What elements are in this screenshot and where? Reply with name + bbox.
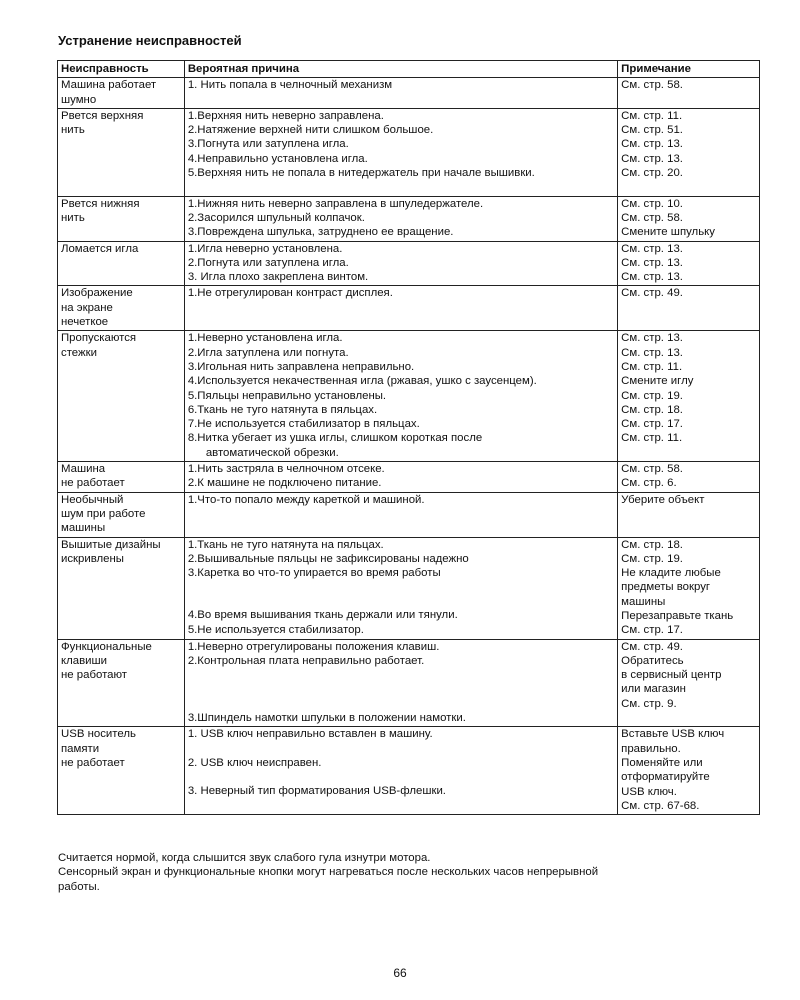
problem-line: Функциональные <box>61 640 152 653</box>
note-cell <box>618 727 760 815</box>
note-cell <box>618 241 760 286</box>
cause-text: USB ключ неисправен. <box>200 756 322 769</box>
note-line: См. стр. 9. <box>621 697 677 710</box>
cause-line: 6.Ткань не туго натянута в пяльцах. <box>187 403 378 416</box>
problem-cell <box>58 241 185 286</box>
note-cell <box>618 78 760 109</box>
note-line: См. стр. 51. <box>621 124 683 137</box>
table-row <box>58 462 760 493</box>
note-line: См. стр. 13. <box>621 332 683 345</box>
problem-line: не работает <box>61 477 125 490</box>
table-row <box>58 639 760 727</box>
cause-line: 7.Не используется стабилизатор в пяльцах. <box>187 418 420 431</box>
problem-line: Рвется нижняя <box>61 197 140 210</box>
problem-line: Пропускаются <box>61 332 137 345</box>
note-line: См. стр. 20. <box>621 167 683 180</box>
cause-cell <box>184 492 617 537</box>
note-line: См. стр. 49. <box>621 287 683 300</box>
cause-cell <box>184 727 617 815</box>
header-note: Примечание <box>618 61 760 78</box>
problem-line: искривлены <box>61 552 124 565</box>
problem-line: клавиши <box>61 654 108 667</box>
note-line: См. стр. 17. <box>621 624 683 637</box>
problem-cell <box>58 462 185 493</box>
cause-cell <box>184 462 617 493</box>
note-line: См. стр. 11. <box>621 360 683 373</box>
note-line: См. стр. 58. <box>621 211 683 224</box>
note-line: USB ключ. <box>621 785 677 798</box>
table-header-row <box>58 61 760 78</box>
cause-line <box>188 727 615 741</box>
cause-text: Неверный тип форматирования USB-флешки. <box>200 785 446 798</box>
cause-line: 2.Игла затуплена или погнута. <box>187 346 349 359</box>
cause-cell <box>184 639 617 727</box>
note-line: Перезаправьте ткань <box>621 609 734 622</box>
footnote-line: Сенсорный экран и функциональные кнопки могут нагреваться после нескольких часов непрерывной <box>58 866 599 879</box>
problem-cell <box>58 727 185 815</box>
spacer <box>188 180 615 194</box>
problem-line: Вышитые дизайны <box>61 538 161 551</box>
cause-line: 3.Повреждена шпулька, затруднено ее вращение. <box>187 226 454 239</box>
table-row <box>58 196 760 241</box>
table-row <box>58 537 760 639</box>
cause-cell <box>184 286 617 331</box>
note-cell <box>618 492 760 537</box>
note-line: См. стр. 17. <box>621 418 683 431</box>
cause-line: 2.Погнута или затуплена игла. <box>187 256 349 269</box>
problem-line: на экране <box>61 301 113 314</box>
problem-line: машины <box>61 522 106 535</box>
note-cell <box>618 639 760 727</box>
problem-cell <box>58 492 185 537</box>
note-line: Смените иглу <box>621 375 694 388</box>
note-cell <box>618 537 760 639</box>
cause-line: 2.Натяжение верхней нити слишком большое. <box>187 124 434 137</box>
cause-line: 3. Игла плохо закреплена винтом. <box>187 271 369 284</box>
cause-line: 1.Неверно отрегулированы положения клавиш. <box>187 640 440 653</box>
problem-cell <box>58 331 185 462</box>
cause-cell <box>184 196 617 241</box>
cause-line: 1.Нижняя нить неверно заправлена в шпуледержателе. <box>187 197 484 210</box>
problem-line: Необычный <box>61 493 124 506</box>
note-line: Смените шпульку <box>621 226 715 239</box>
table-row <box>58 727 760 815</box>
cause-cell <box>184 241 617 286</box>
cause-number: 3. <box>187 785 198 798</box>
problem-line: USB носитель <box>61 728 136 741</box>
cause-line: 5.Не используется стабилизатор. <box>187 623 364 636</box>
note-line: См. стр. 6. <box>621 477 677 490</box>
cause-line: 2.Контрольная плата неправильно работает. <box>187 654 425 667</box>
note-cell <box>618 286 760 331</box>
cause-number: 2. <box>187 756 198 769</box>
note-line: Уберите объект <box>621 493 705 506</box>
note-line: отформатируйте <box>621 771 710 784</box>
cause-line: 1. Нить попала в челночный механизм <box>187 79 393 92</box>
note-line: См. стр. 19. <box>621 552 683 565</box>
problem-cell <box>58 537 185 639</box>
problem-line: Рвется верхняя <box>61 109 144 122</box>
cause-cell <box>184 537 617 639</box>
footnote <box>58 851 758 894</box>
cause-line: 4.Используется некачественная игла (ржавая, ушко с заусенцем). <box>187 375 537 388</box>
cause-line: 1.Нить застряла в челночном отсеке. <box>187 463 385 476</box>
note-cell <box>618 462 760 493</box>
note-line: См. стр. 58. <box>621 79 683 92</box>
note-line: См. стр. 11. <box>621 109 683 122</box>
cause-line: 1.Не отрегулирован контраст дисплея. <box>187 287 393 300</box>
cause-line: 3.Погнута или затуплена игла. <box>187 138 349 151</box>
note-line: См. стр. 13. <box>621 152 683 165</box>
cause-line: 1.Игла неверно установлена. <box>187 242 343 255</box>
cause-cell <box>184 331 617 462</box>
note-line: См. стр. 13. <box>621 138 683 151</box>
footnote-line: работы. <box>58 880 100 893</box>
problem-line: Машина <box>61 463 106 476</box>
note-line: См. стр. 49. <box>621 640 683 653</box>
note-cell <box>618 331 760 462</box>
table-row <box>58 331 760 462</box>
note-line: Вставьте USB ключ <box>621 728 725 741</box>
note-cell <box>618 196 760 241</box>
problem-line: не работает <box>61 757 125 770</box>
note-line: См. стр. 13. <box>621 256 683 269</box>
note-line: Не кладите любые <box>621 567 721 580</box>
cause-line: 2.Вышивальные пяльцы не зафиксированы надежно <box>187 552 469 565</box>
note-line: См. стр. 11. <box>621 432 683 445</box>
problem-line: стежки <box>61 346 97 359</box>
footnote-line: Считается нормой, когда слышится звук слабого гула изнутри мотора. <box>58 852 431 864</box>
problem-line: шум при работе <box>61 507 146 520</box>
note-line: См. стр. 13. <box>621 271 683 284</box>
cause-number: 1. <box>187 728 198 741</box>
note-line: См. стр. 10. <box>621 197 683 210</box>
cause-line: 4.Неправильно установлена игла. <box>187 152 368 165</box>
note-line: Обратитесь <box>621 654 684 667</box>
note-line: См. стр. 19. <box>621 389 683 402</box>
cause-line: 3.Игольная нить заправлена неправильно. <box>187 360 415 373</box>
note-cell <box>618 108 760 196</box>
cause-line: автоматической обрезки. <box>205 446 339 459</box>
cause-line: 1.Неверно установлена игла. <box>187 332 343 345</box>
table-row <box>58 492 760 537</box>
note-line: См. стр. 58. <box>621 463 683 476</box>
header-cause: Вероятная причина <box>184 61 617 78</box>
problem-line: Изображение <box>61 287 133 300</box>
problem-line: шумно <box>61 93 97 106</box>
cause-text: USB ключ неправильно вставлен в машину. <box>200 728 433 741</box>
table-row <box>58 241 760 286</box>
cause-line: 8.Нитка убегает из ушка иглы, слишком короткая после <box>187 432 483 445</box>
problem-cell <box>58 108 185 196</box>
cause-line: 1.Верхняя нить неверно заправлена. <box>187 109 384 122</box>
note-line: машины <box>621 595 666 608</box>
cause-line: 3.Каретка во что-то упирается во время работы <box>187 567 441 580</box>
problem-cell <box>58 286 185 331</box>
cause-line: 1.Ткань не туго натянута на пяльцах. <box>187 538 384 551</box>
troubleshooting-table <box>57 60 760 815</box>
note-line: См. стр. 18. <box>621 403 683 416</box>
note-line: См. стр. 18. <box>621 538 683 551</box>
cause-line: 5.Пяльцы неправильно установлены. <box>187 389 387 402</box>
problem-cell <box>58 196 185 241</box>
cause-cell <box>184 108 617 196</box>
cause-line <box>188 784 615 798</box>
problem-line: нить <box>61 211 85 224</box>
note-line: См. стр. 13. <box>621 242 683 255</box>
note-line: Поменяйте или <box>621 757 703 770</box>
cause-line: 1.Что-то попало между кареткой и машиной. <box>187 493 425 506</box>
problem-line: Ломается игла <box>61 242 139 255</box>
header-problem: Неисправность <box>58 61 185 78</box>
cause-line: 3.Шпиндель намотки шпульки в положении намотки. <box>187 712 466 725</box>
note-line: в сервисный центр <box>621 669 722 682</box>
note-line: См. стр. 67-68. <box>621 799 700 812</box>
problem-cell <box>58 78 185 109</box>
cause-line: 5.Верхняя нить не попала в нитедержатель при начале вышивки. <box>187 167 535 180</box>
note-line: предметы вокруг <box>621 581 711 594</box>
problem-line: не работают <box>61 669 128 682</box>
cause-cell <box>184 78 617 109</box>
cause-line: 2.К машине не подключено питание. <box>187 477 382 490</box>
table-row <box>58 286 760 331</box>
table-row <box>58 78 760 109</box>
problem-line: нечеткое <box>61 316 109 329</box>
cause-line: 4.Во время вышивания ткань держали или тянули. <box>187 609 458 622</box>
note-line: правильно. <box>621 742 681 755</box>
cause-line: 2.Засорился шпульный колпачок. <box>187 211 365 224</box>
table-row <box>58 108 760 196</box>
problem-cell <box>58 639 185 727</box>
page-number: 66 <box>393 966 407 980</box>
problem-line: памяти <box>61 742 100 755</box>
problem-line: нить <box>61 124 85 137</box>
cause-line <box>188 756 615 770</box>
note-line: См. стр. 13. <box>621 346 683 359</box>
problem-line: Машина работает <box>61 79 157 92</box>
section-title: Устранение неисправностей <box>58 33 242 48</box>
note-line: или магазин <box>621 683 686 696</box>
